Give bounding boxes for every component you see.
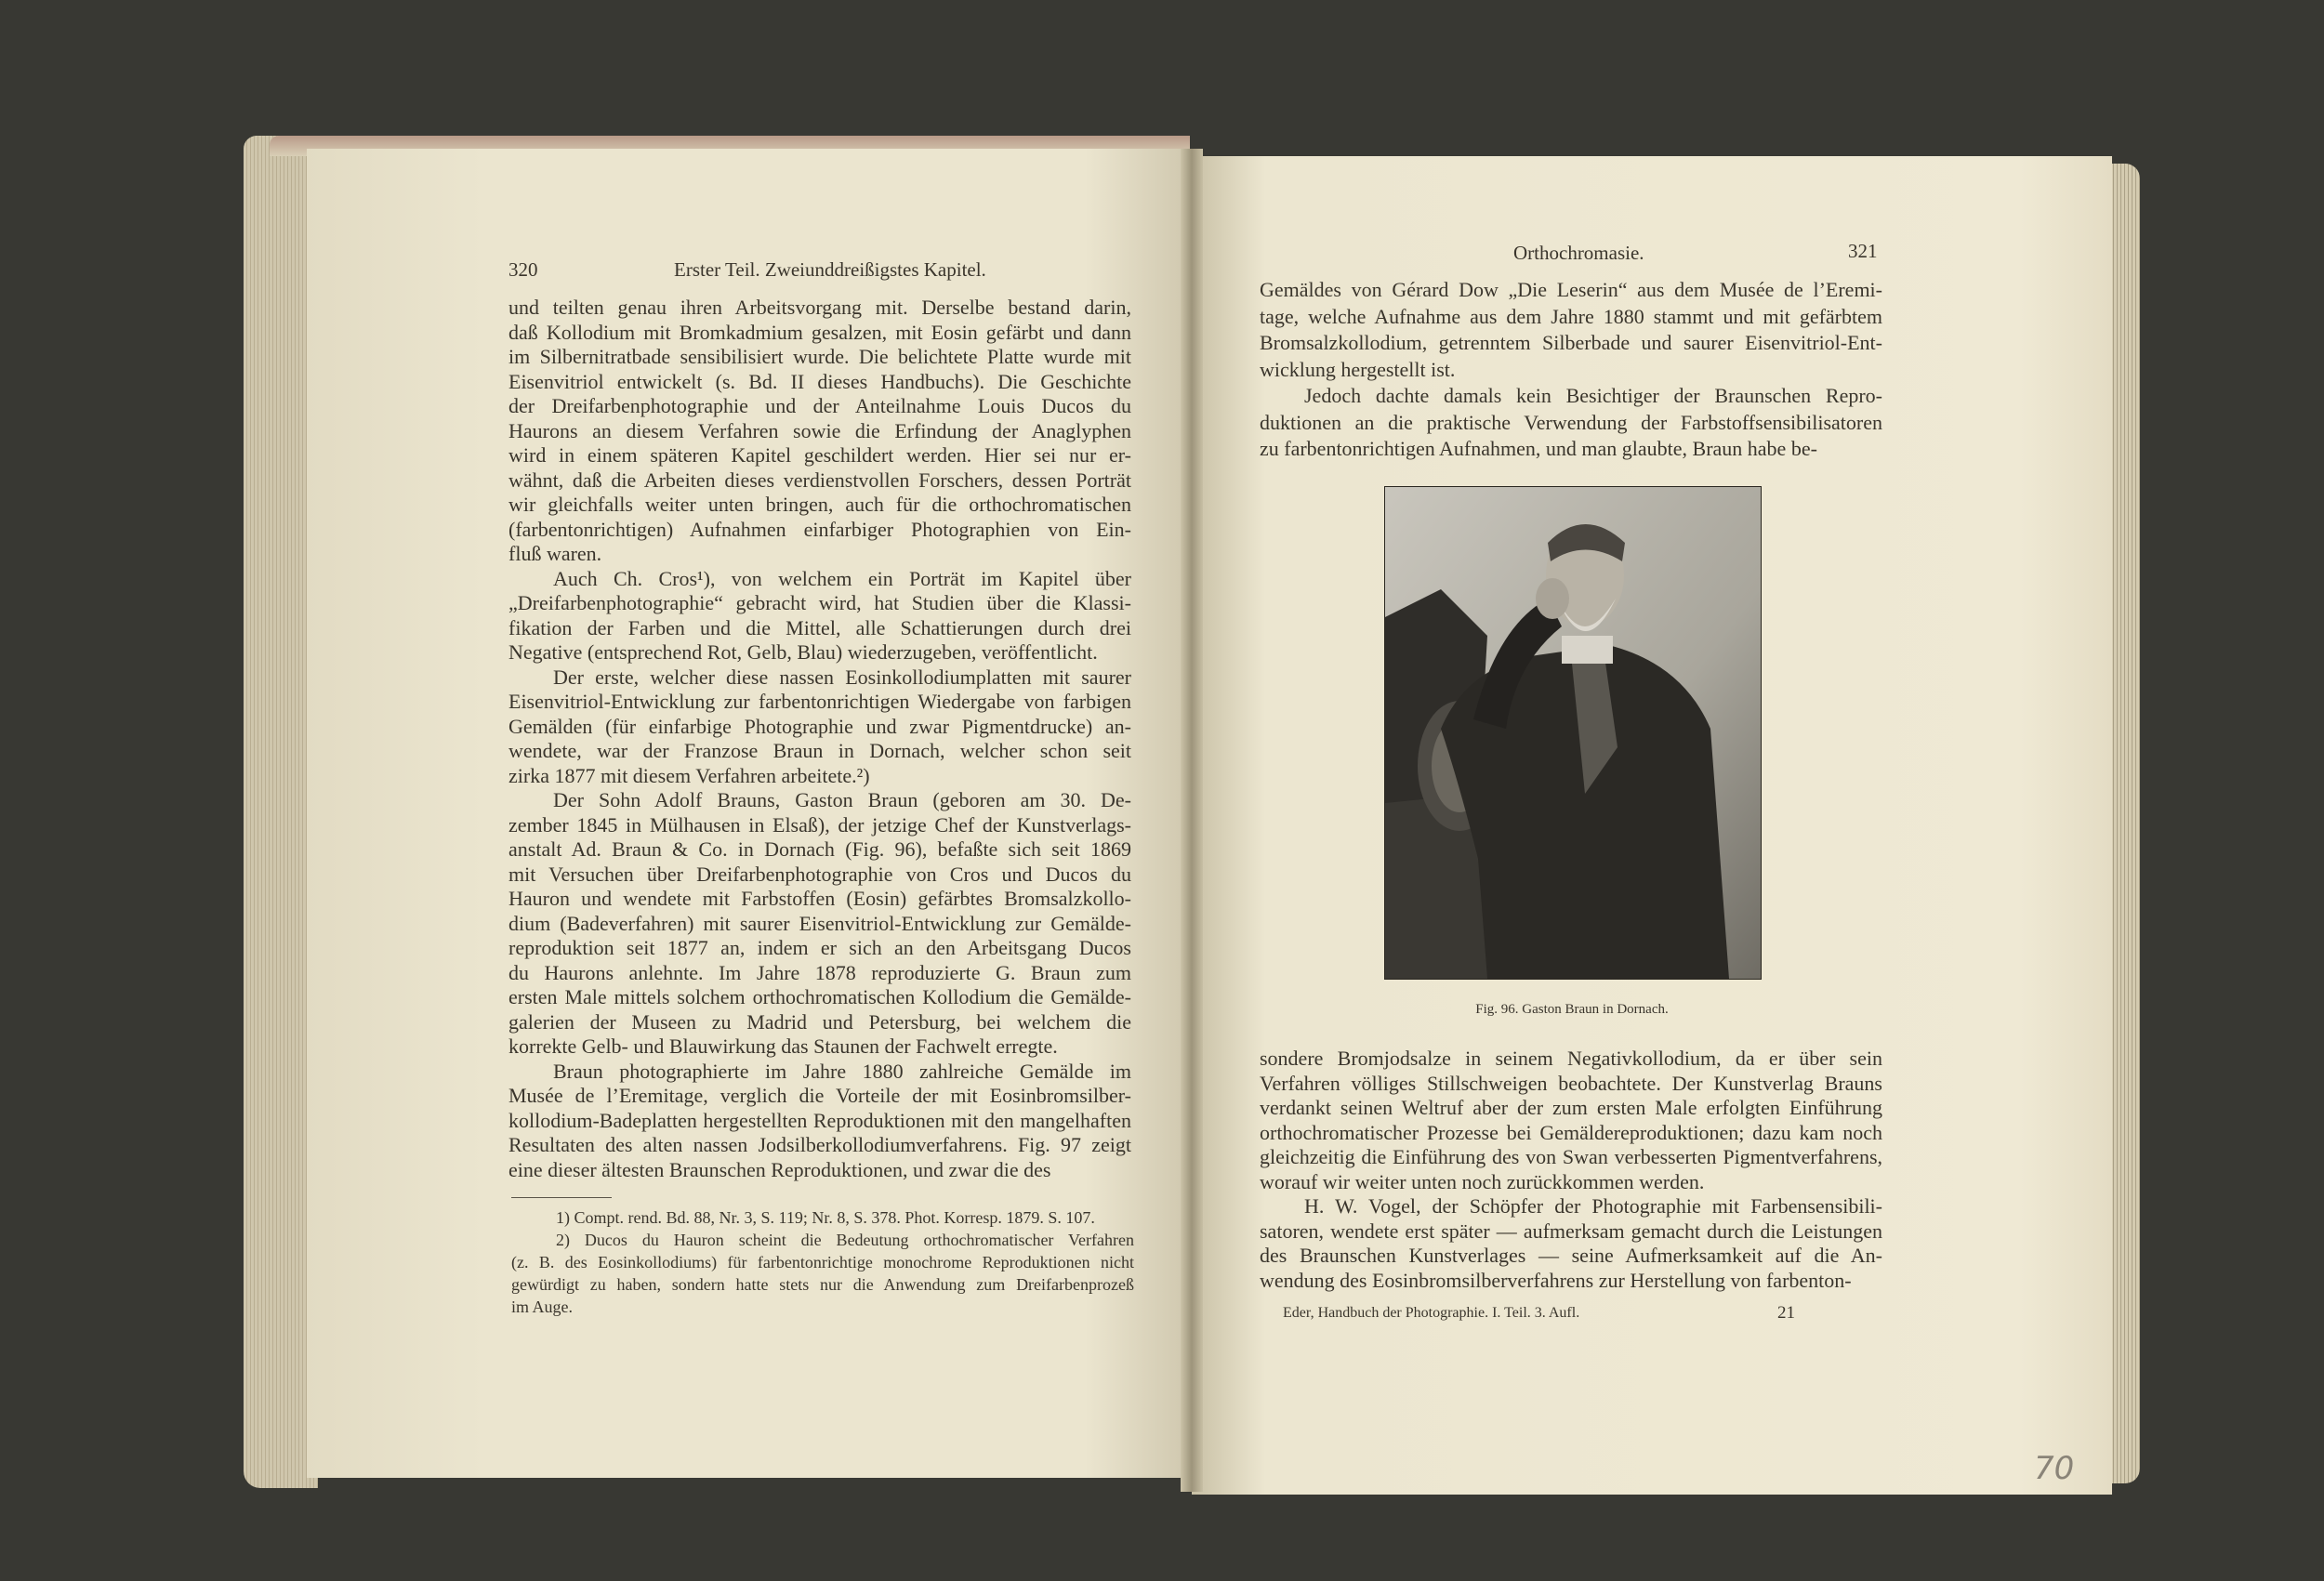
text-line: Eisenvitriol entwickelt (s. Bd. II dieses Handbuchs). Die Geschichte bbox=[508, 369, 1131, 393]
text-line: kollodium-Badeplatten hergestellten Reproduktionen mit den mangelhaften bbox=[508, 1108, 1131, 1132]
text-line: reproduktion seit 1877 an, indem er sich an den Arbeitsgang Ducos bbox=[508, 936, 1131, 959]
text-line: Hauron und wendete mit Farbstoffen (Eosin) gefärbtes Bromsalzkollo- bbox=[508, 887, 1131, 910]
text-line: mit Versuchen über Dreifarbenphotographie von Cros und Ducos du bbox=[508, 862, 1131, 886]
text-line: wendete, war der Franzose Braun in Dornach, welcher schon seit bbox=[508, 739, 1131, 762]
signature-number: 21 bbox=[1777, 1303, 1795, 1323]
text-line: satoren, wendete erst später — aufmerksam gemacht durch die Leistungen bbox=[1260, 1219, 1882, 1243]
text-line: Haurons an diesem Verfahren sowie die Erfindung der Anaglyphen bbox=[508, 418, 1131, 442]
text-line: wird in einem späteren Kapitel geschildert werden. Hier sei nur er- bbox=[508, 443, 1131, 467]
footnotes bbox=[511, 1206, 1134, 1318]
text-line: Gemäldes von Gérard Dow „Die Leserin“ aus dem Musée de l’Eremi- bbox=[1260, 278, 1882, 301]
text-line: im Silbernitratbade sensibilisiert wurde. Die belichtete Platte wurde mit bbox=[508, 345, 1131, 368]
text-line: zu farbentonrichtigen Aufnahmen, und man glaubte, Braun habe be- bbox=[1260, 437, 1817, 460]
text-line: wendung des Eosinbromsilberverfahrens zur Herstellung von farbenton- bbox=[1260, 1268, 1852, 1292]
text-line: Gemälden (für einfarbige Photographie und zwar Pigmentdrucke) an- bbox=[508, 714, 1131, 738]
text-line: Bromsalzkollodium, getrenntem Silberbade und saurer Eisenvitriol-Ent- bbox=[1260, 331, 1882, 354]
text-line: 1) Compt. rend. Bd. 88, Nr. 3, S. 119; Nr. 8, S. 378. Phot. Korresp. 1879. S. 107. bbox=[556, 1208, 1095, 1227]
text-line: tage, welche Aufnahme aus dem Jahre 1880 stammt und mit gefärbtem bbox=[1260, 304, 1882, 328]
text-line: Auch Ch. Cros¹), von welchem ein Porträt im Kapitel über bbox=[553, 566, 1131, 590]
text-line: zember 1845 in Mülhausen in Elsaß), der jetzige Chef der Kunstverlags- bbox=[508, 812, 1131, 837]
text-line: du Haurons anlehnte. Im Jahre 1878 reproduzierte G. Braun zum bbox=[508, 960, 1131, 984]
text-line: Der erste, welcher diese nassen Eosinkollodiumplatten mit saurer bbox=[553, 665, 1131, 689]
text-line: eine dieser ältesten Braunschen Reproduktionen, und zwar die des bbox=[508, 1157, 1051, 1181]
right-page-number: 321 bbox=[1848, 240, 1878, 262]
pencil-mark: 70 bbox=[2034, 1450, 2075, 1487]
text-line: sondere Bromjodsalze in seinem Negativkollodium, da er über sein bbox=[1260, 1047, 1882, 1070]
text-line: im Auge. bbox=[511, 1298, 573, 1316]
text-line: Negative (entsprechend Rot, Gelb, Blau) wiederzugeben, veröffentlicht. bbox=[508, 640, 1098, 664]
text-line: (z. B. des Eosinkollodiums) für farbentonrichtige monochrome Reproduktionen nicht bbox=[511, 1253, 1134, 1271]
right-running-head: Orthochromasie. bbox=[1513, 242, 1644, 264]
text-line: korrekte Gelb- und Blauwirkung das Staunen der Fachwelt erregte. bbox=[508, 1034, 1058, 1058]
text-line: anstalt Ad. Braun & Co. in Dornach (Fig. 96), befaßte sich seit 1869 bbox=[508, 837, 1131, 861]
footnote-rule bbox=[511, 1197, 612, 1198]
signature-line: Eder, Handbuch der Photographie. I. Teil. 3. Aufl. bbox=[1283, 1305, 1580, 1321]
text-line: dium (Badeverfahren) mit saurer Eisenvitriol-Entwicklung zur Gemälde- bbox=[508, 911, 1131, 935]
text-line: daß Kollodium mit Bromkadmium gesalzen, mit Eosin gefärbt und dann bbox=[508, 320, 1131, 344]
text-line: 2) Ducos du Hauron scheint die Bedeutung orthochromatischer Verfahren bbox=[556, 1231, 1134, 1249]
text-line: gewürdigt zu haben, sondern hatte stets nur die Anwendung zum Dreifarbenprozeß bbox=[511, 1275, 1134, 1294]
text-line: Musée de l’Eremitage, verglich die Vorteile der mit Eosinbromsilber- bbox=[508, 1084, 1131, 1107]
text-line: Jedoch dachte damals kein Besichtiger der Braunschen Repro- bbox=[1304, 384, 1882, 407]
figure-caption: Fig. 96. Gaston Braun in Dornach. bbox=[1475, 1002, 1669, 1017]
text-line: Der Sohn Adolf Brauns, Gaston Braun (geboren am 30. De- bbox=[553, 788, 1131, 811]
left-running-head: Erster Teil. Zweiunddreißigstes Kapitel. bbox=[674, 258, 986, 281]
text-line: und teilten genau ihren Arbeitsvorgang mit. Derselbe bestand darin, bbox=[508, 296, 1131, 319]
text-line: gleichzeitig die Einführung des von Swan verbesserten Pigmentverfahrens, bbox=[1260, 1145, 1882, 1168]
portrait-photo-gaston-braun bbox=[1384, 486, 1762, 980]
text-line: „Dreifarbenphotographie“ gebracht wird, hat Studien über die Klassi- bbox=[508, 591, 1131, 614]
text-line: der Dreifarbenphotographie und der Anteilnahme Louis Ducos du bbox=[508, 394, 1131, 417]
text-line: galerien der Museen zu Madrid und Petersburg, bei welchem die bbox=[508, 1009, 1131, 1034]
text-line: orthochromatischer Prozesse bei Gemäldereproduktionen; dazu kam noch bbox=[1260, 1120, 1882, 1144]
text-line: fikation der Farben und die Mittel, alle Schattierungen durch drei bbox=[508, 615, 1131, 639]
text-line: ersten Male mittels solchem orthochromatischen Kollodium die Gemälde- bbox=[508, 985, 1131, 1008]
right-body-text-bottom bbox=[1260, 1047, 1882, 1293]
text-line: Braun photographierte im Jahre 1880 zahlreiche Gemälde im bbox=[553, 1059, 1131, 1083]
text-line: Eisenvitriol-Entwicklung zur farbentonrichtigen Wiedergabe von farbigen bbox=[508, 690, 1131, 713]
text-line: wir gleichfalls weiter unten bringen, auch für die orthochromatischen bbox=[508, 493, 1131, 516]
text-line: Verfahren völliges Stillschweigen beobachtete. Der Kunstverlag Brauns bbox=[1260, 1071, 1882, 1095]
text-line: fluß waren. bbox=[508, 542, 602, 565]
text-line: des Braunschen Kunstverlages — seine Aufmerksamkeit auf die An- bbox=[1260, 1244, 1882, 1267]
text-line: verdankt seinen Weltruf aber der zum ersten Male erfolgten Einführung bbox=[1260, 1096, 1882, 1119]
text-line: duktionen an die praktische Verwendung der Farbstoffsensibilisatoren bbox=[1260, 410, 1882, 434]
text-line: wähnt, daß die Arbeiten dieses verdienstvollen Forschers, dessen Porträt bbox=[508, 468, 1131, 492]
book-gutter bbox=[1181, 149, 1203, 1492]
text-line: wicklung hergestellt ist. bbox=[1260, 357, 1456, 381]
right-body-text-top bbox=[1260, 277, 1882, 463]
text-line: H. W. Vogel, der Schöpfer der Photographie mit Farbensensibili- bbox=[1304, 1194, 1882, 1218]
text-line: (farbentonrichtigen) Aufnahmen einfarbiger Photographien von Ein- bbox=[508, 517, 1131, 541]
text-line: zirka 1877 mit diesem Verfahren arbeitete.²) bbox=[508, 763, 870, 787]
text-line: Resultaten des alten nassen Jodsilberkollodiumverfahrens. Fig. 97 zeigt bbox=[508, 1133, 1131, 1156]
left-body-text bbox=[508, 296, 1131, 1182]
text-line: worauf wir weiter unten noch zurückkommen werden. bbox=[1260, 1169, 1705, 1193]
left-page-number: 320 bbox=[508, 258, 538, 281]
